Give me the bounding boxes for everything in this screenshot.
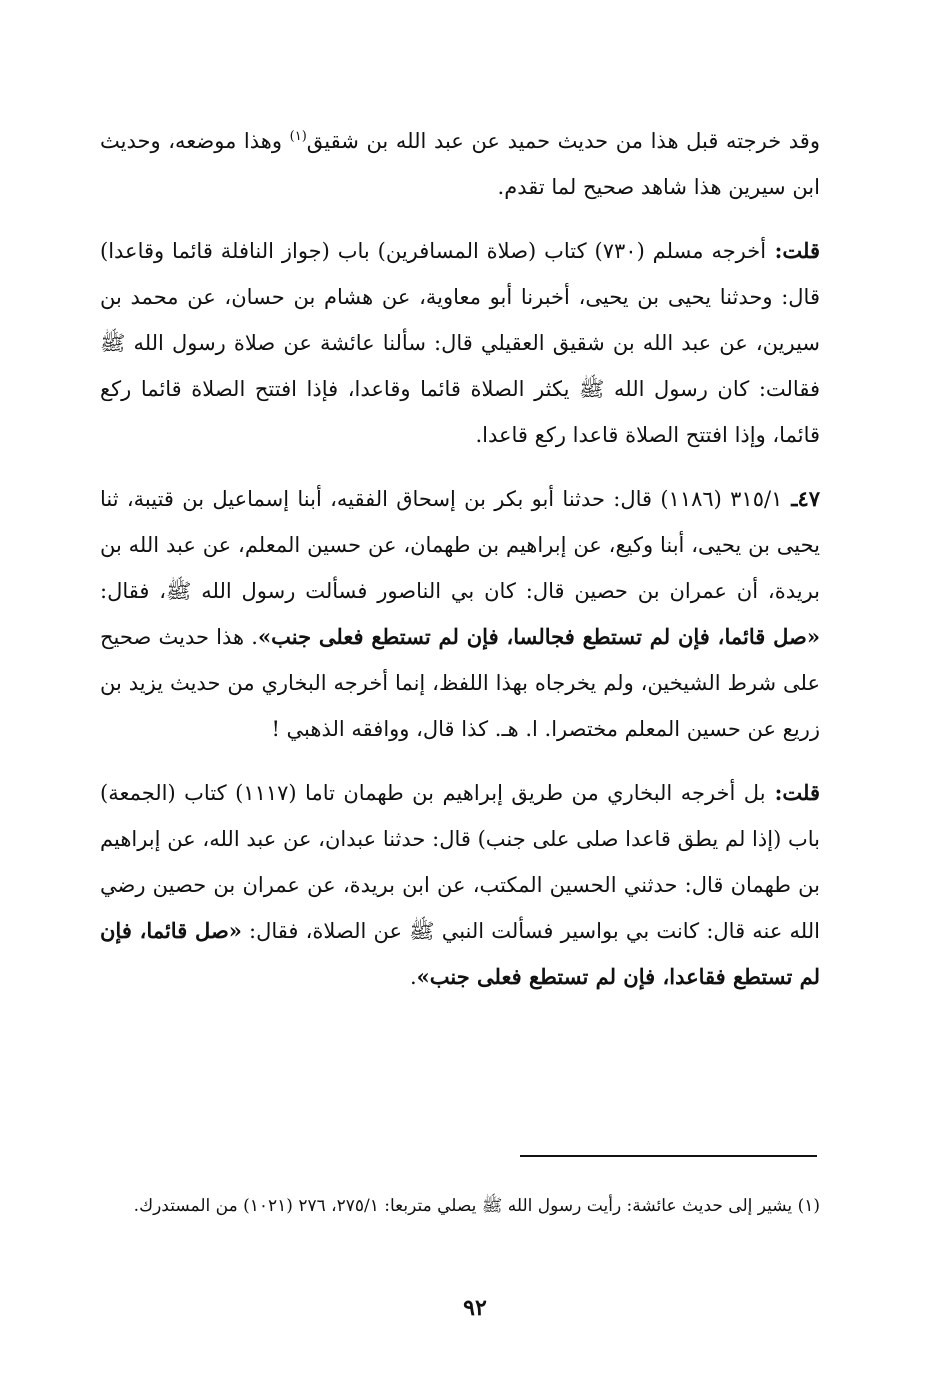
- footnote-text: يشير إلى حديث عائشة: رأيت رسول الله ﷺ يصلي متربعا: ٢٧٥/١، ٢٧٦ (١٠٢١) من المستدرك.: [133, 1196, 793, 1216]
- text-segment: وقد خرجته قبل هذا من حديث حميد عن عبد الله بن شقيق: [306, 129, 820, 153]
- text-segment: ٣١٥/١ (١١٨٦) قال: حدثنا أبو بكر بن إسحاق الفقيه، أبنا إسماعيل بن قتيبة، ثنا يحيى بن يحيى، أبنا وكيع، عن إبراهيم بن طهمان، عن حسين المعلم، عن عبد الله بن بريدة، أن عمران بن حصين قال: كان بي الناصور فسألت رسول الله ﷺ، فقال:: [100, 487, 820, 603]
- hadith-number: ٤٧ـ: [782, 486, 820, 511]
- footnotes: [100, 1188, 820, 1224]
- paragraph-3: [100, 476, 820, 752]
- paragraph-4: [100, 770, 820, 1000]
- text-segment: وهذا موضعه، وحديث ابن سيرين هذا شاهد صحيح لما تقدم.: [100, 129, 820, 199]
- text-segment: .: [409, 965, 417, 989]
- hadith-quote: «صل قائما، فإن لم تستطع فجالسا، فإن لم تستطع فعلى جنب»: [257, 624, 820, 649]
- page-number: ٩٢: [463, 1295, 487, 1321]
- qultu-label: قلت:: [766, 238, 820, 263]
- footnote-marker: (١): [797, 1196, 820, 1216]
- paragraph-1: [100, 118, 820, 210]
- text-segment: . هذا حديث صحيح على شرط الشيخين، ولم يخرجاه بهذا اللفظ، إنما أخرجه البخاري من حديث يزيد بن زريع عن حسين المعلم مختصرا. ا. هـ. كذا قال، ووافقه الذهبي !: [100, 625, 820, 741]
- main-text: [100, 118, 820, 1000]
- text-segment: بل أخرجه البخاري من طريق إبراهيم بن طهمان تاما (١١١٧) كتاب (الجمعة) باب (إذا لم يطق قاعدا صلى على جنب) قال: حدثنا عبدان، عن عبد الله، عن إبراهيم بن طهمان قال: حدثني الحسين المكتب، عن ابن بريدة، عن عمران بن حصين رضي الله عنه قال: كانت بي بواسير فسألت النبي ﷺ عن الصلاة، فقال:: [100, 781, 820, 943]
- footnote-reference: (١): [289, 129, 307, 144]
- text-segment: أخرجه مسلم (٧٣٠) كتاب (صلاة المسافرين) باب (جواز النافلة قائما وقاعدا) قال: وحدثنا يحيى بن يحيى، أخبرنا أبو معاوية، عن هشام بن حسان، عن محمد بن سيرين، عن عبد الله بن شقيق العقيلي قال: سألنا عائشة عن صلاة رسول الله ﷺ فقالت: كان رسول الله ﷺ يكثر الصلاة قائما وقاعدا، فإذا افتتح الصلاة قائما ركع قائما، وإذا افتتح الصلاة قاعدا ركع قاعدا.: [100, 239, 820, 447]
- footnote-separator: [520, 1155, 817, 1157]
- footnote-1: [100, 1188, 820, 1224]
- hadith-quote: «صل قائما، فإن لم تستطع فقاعدا، فإن لم تستطع فعلى جنب»: [100, 918, 820, 989]
- qultu-label: قلت:: [765, 780, 820, 805]
- paragraph-2: [100, 228, 820, 458]
